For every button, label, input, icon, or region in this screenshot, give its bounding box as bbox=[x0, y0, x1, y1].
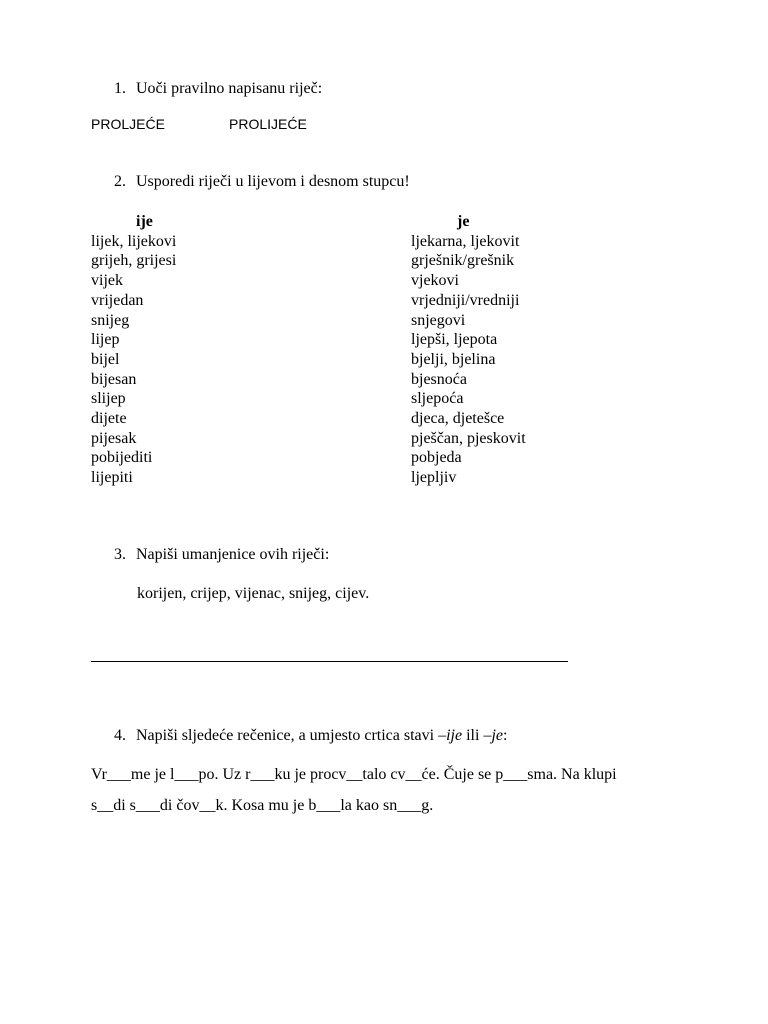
list-item: djeca, djetešce bbox=[411, 410, 505, 428]
list-item: bijel bbox=[91, 350, 120, 368]
q1-word-option-1: PROLJEĆE bbox=[91, 116, 165, 132]
question-1-text: Uoči pravilno napisanu riječ: bbox=[136, 80, 323, 97]
option-je: je bbox=[491, 727, 503, 744]
list-item: snijeg bbox=[91, 311, 130, 329]
question-1-number: 1. bbox=[114, 80, 126, 97]
list-item: bijesan bbox=[91, 370, 137, 388]
dash-1: – bbox=[438, 727, 447, 744]
sentence-line-1: Vr___me je l___po. Uz r___ku je procv__talo cv__će. Čuje se p___sma. Na klupi bbox=[91, 766, 617, 783]
question-2-text: Usporedi riječi u lijevom i desnom stupcu! bbox=[136, 173, 410, 190]
list-item: lijepiti bbox=[91, 469, 133, 487]
dash-2: – bbox=[483, 727, 492, 744]
list-item: lijek, lijekovi bbox=[91, 232, 177, 250]
q3-word-list: korijen, crijep, vijenac, snijeg, cijev. bbox=[137, 585, 370, 602]
list-item: pješčan, pjeskovit bbox=[411, 429, 526, 447]
sentence-line-2: s__di s___di čov__k. Kosa mu je b___la kao sn___g. bbox=[91, 797, 434, 814]
list-item: dijete bbox=[91, 410, 127, 428]
right-column-je bbox=[411, 212, 526, 488]
list-item: bjelji, bjelina bbox=[411, 350, 496, 368]
question-4-text-mid: ili bbox=[462, 727, 484, 744]
list-item: vrijedan bbox=[91, 291, 144, 309]
list-item: bjesnoća bbox=[411, 370, 467, 388]
list-item: pobjeda bbox=[411, 449, 462, 467]
question-4-text-end: : bbox=[502, 727, 508, 744]
list-item: pijesak bbox=[91, 429, 137, 447]
q1-word-option-2: PROLIJEĆE bbox=[229, 116, 307, 132]
question-2-number: 2. bbox=[114, 173, 126, 190]
list-item: grijeh, grijesi bbox=[91, 252, 177, 270]
question-3-number: 3. bbox=[114, 546, 126, 563]
question-2 bbox=[114, 173, 410, 191]
question-4-text: Napiši sljedeće rečenice, a umjesto crtica stavi bbox=[136, 727, 439, 744]
list-item: slijep bbox=[91, 390, 126, 408]
list-item: snjegovi bbox=[411, 311, 466, 329]
question-3 bbox=[114, 546, 329, 564]
question-1 bbox=[114, 80, 322, 98]
list-item: ljepljiv bbox=[411, 469, 457, 487]
list-item: grješnik/grešnik bbox=[411, 252, 515, 270]
list-item: ljekarna, ljekovit bbox=[411, 232, 520, 250]
list-item: vjekovi bbox=[411, 272, 459, 290]
option-ije: ije bbox=[446, 727, 463, 744]
list-item: lijep bbox=[91, 331, 120, 349]
right-column-header: je bbox=[457, 213, 470, 230]
list-item: ljepši, ljepota bbox=[411, 331, 498, 349]
left-column-header: ije bbox=[136, 213, 153, 230]
list-item: vrjedniji/vredniji bbox=[411, 291, 520, 309]
list-item: vijek bbox=[91, 272, 123, 290]
left-column-ije bbox=[91, 212, 176, 488]
question-4-number: 4. bbox=[114, 727, 126, 744]
question-4 bbox=[114, 727, 507, 745]
list-item: pobijediti bbox=[91, 449, 153, 467]
list-item: sljepoća bbox=[411, 390, 464, 408]
answer-line bbox=[91, 661, 568, 662]
question-3-text: Napiši umanjenice ovih riječi: bbox=[136, 546, 330, 563]
